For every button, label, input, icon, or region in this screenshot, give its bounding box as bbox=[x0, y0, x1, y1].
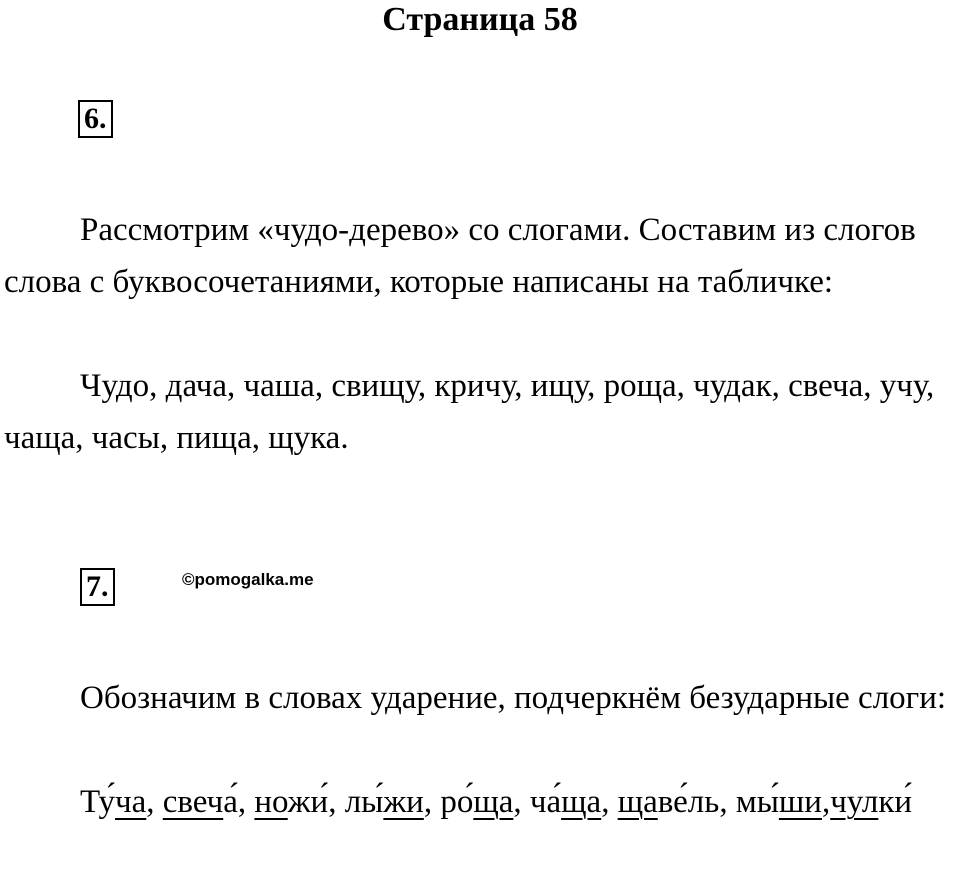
task-7-number: 7. bbox=[80, 568, 115, 606]
task-6-number: 6. bbox=[78, 100, 113, 138]
stressed-word: ро́ща bbox=[440, 784, 514, 820]
task-6-intro: Рассмотрим «чудо-дерево» со слогами. Составим из слогов слова с буквосочетаниями, которые написаны на табличке: bbox=[4, 212, 916, 300]
task-6-words: Чудо, дача, чаша, свищу, кричу, ищу, роща, чудак, свеча, учу, чаща, часы, пища, щука. bbox=[4, 368, 935, 456]
task-7-words: Ту́ча, свеча́, ножи́, лы́жи, ро́ща, ча́ща, щаве́ль, мы́ши,чулки́ bbox=[80, 784, 913, 820]
stressed-word: щаве́ль bbox=[617, 784, 720, 820]
stressed-word: мы́ши bbox=[735, 784, 822, 820]
stressed-word: лы́жи bbox=[344, 784, 424, 820]
stressed-word: ча́ща bbox=[529, 784, 602, 820]
stressed-word: Ту́ча bbox=[80, 784, 147, 820]
stressed-word: ножи́ bbox=[254, 784, 329, 820]
stressed-word: свеча́ bbox=[162, 784, 238, 820]
stressed-word: чулки́ bbox=[830, 784, 913, 820]
page-title: Страница 58 bbox=[382, 1, 578, 38]
watermark: ©pomogalka.me bbox=[182, 570, 314, 589]
task-7-intro: Обозначим в словах ударение, подчеркнём безударные слоги: bbox=[80, 680, 947, 716]
